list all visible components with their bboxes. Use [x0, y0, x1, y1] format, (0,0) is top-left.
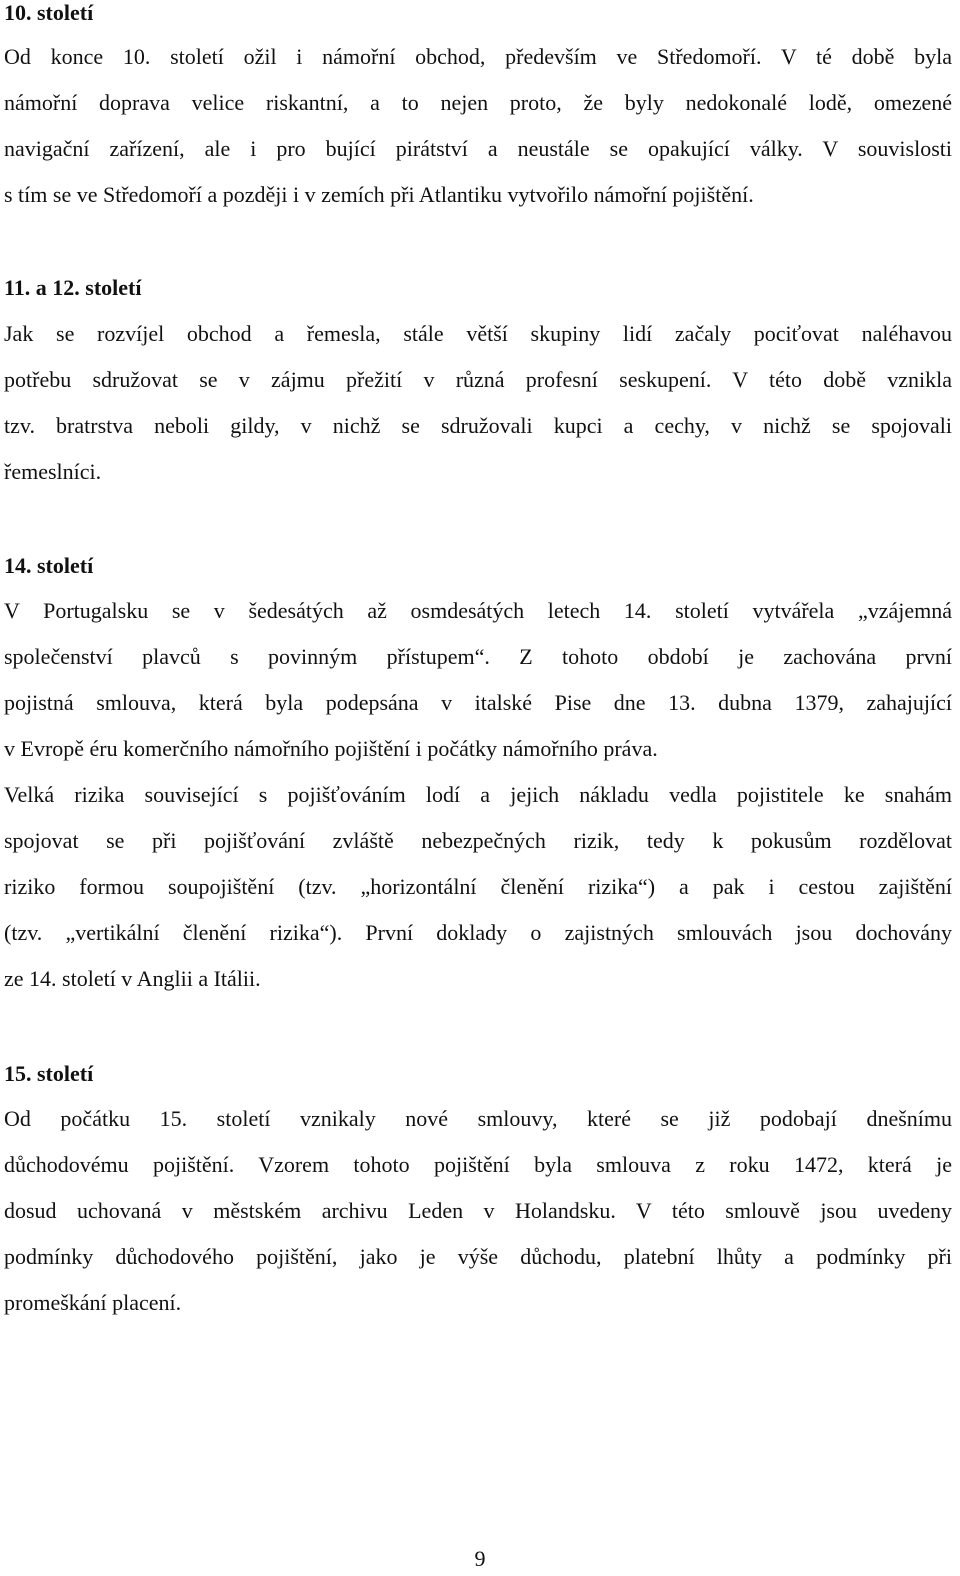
text-line: Od konce 10. století ožil i námořní obchod, především ve Středomoří. V té době byla [4, 44, 952, 69]
text-line: s tím se ve Středomoří a později i v zemích při Atlantiku vytvořilo námořní pojištění. [4, 182, 754, 207]
text-line: v Evropě éru komerčního námořního pojištění i počátky námořního práva. [4, 736, 658, 761]
paragraph-14-century [4, 588, 952, 772]
text-line: ze 14. století v Anglii a Itálii. [4, 966, 261, 991]
text-line: Velká rizika související s pojišťováním lodí a jejich nákladu vedla pojistitele ke snahám [4, 782, 952, 807]
section-heading-14-century: 14. století [4, 553, 94, 578]
section-heading-10-century: 10. století [4, 0, 94, 25]
paragraph-14-century-reinsurance [4, 772, 952, 1002]
text-line: navigační zařízení, ale i pro bující pirátství a neustále se opakující války. V souvislosti [4, 136, 952, 161]
text-line: promeškání placení. [4, 1290, 182, 1315]
text-line: společenství plavců s povinným přístupem“. Z tohoto období je zachována první [4, 644, 952, 669]
paragraph-10-century [4, 34, 952, 218]
text-line: tzv. bratrstva neboli gildy, v nichž se sdružovali kupci a cechy, v nichž se spojovali [4, 413, 952, 438]
text-line: dosud uchovaná v městském archivu Leden v Holandsku. V této smlouvě jsou uvedeny [4, 1198, 952, 1223]
paragraph-11-12-century [4, 311, 952, 495]
text-line: pojistná smlouva, která byla podepsána v italské Pise dne 13. dubna 1379, zahajující [4, 690, 952, 715]
page-number: 9 [474, 1546, 486, 1571]
text-line: (tzv. „vertikální členění rizika“). První doklady o zajistných smlouvách jsou dochovány [4, 920, 952, 945]
paragraph-15-century [4, 1096, 952, 1326]
text-line: podmínky důchodového pojištění, jako je výše důchodu, platební lhůty a podmínky při [4, 1244, 952, 1269]
text-line: řemeslníci. [4, 459, 102, 484]
text-line: potřebu sdružovat se v zájmu přežití v různá profesní seskupení. V této době vznikla [4, 367, 952, 392]
text-line: V Portugalsku se v šedesátých až osmdesátých letech 14. století vytvářela „vzájemná [4, 598, 952, 623]
text-line: Od počátku 15. století vznikaly nové smlouvy, které se již podobají dnešnímu [4, 1106, 952, 1131]
text-line: důchodovému pojištění. Vzorem tohoto pojištění byla smlouva z roku 1472, která je [4, 1152, 952, 1177]
text-line: spojovat se při pojišťování zvláště nebezpečných rizik, tedy k pokusům rozdělovat [4, 828, 952, 853]
text-line: námořní doprava velice riskantní, a to nejen proto, že byly nedokonalé lodě, omezené [4, 90, 952, 115]
section-heading-15-century: 15. století [4, 1061, 94, 1086]
text-line: Jak se rozvíjel obchod a řemesla, stále větší skupiny lidí začaly pociťovat naléhavou [4, 321, 952, 346]
text-line: riziko formou soupojištění (tzv. „horizontální členění rizika“) a pak i cestou zajištění [4, 874, 952, 899]
section-heading-11-12-century: 11. a 12. století [4, 275, 142, 300]
